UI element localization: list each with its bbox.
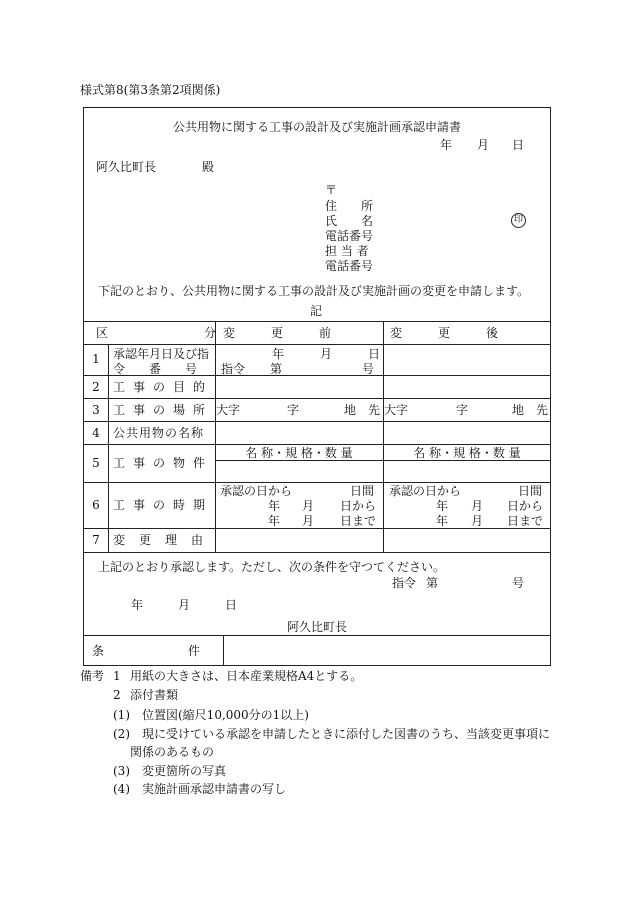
before-from-month: 月	[302, 499, 315, 513]
after-from-day: 日から	[507, 499, 544, 513]
date-month: 月	[477, 138, 490, 152]
row-number: 1	[92, 352, 100, 366]
after-to-month: 月	[471, 514, 484, 528]
rule	[84, 444, 550, 445]
after-aza2: 字	[456, 403, 469, 417]
approval-shirei: 指令	[392, 576, 417, 590]
approval-day: 日	[225, 598, 238, 612]
before-from-approval: 承認の日から	[220, 484, 293, 498]
postal-mark: 〒	[325, 183, 338, 197]
approval-go: 号	[512, 576, 525, 590]
after-to-year: 年	[436, 514, 449, 528]
note-text: 添付書類	[130, 688, 179, 702]
subnote-text: 変更箇所の写真	[142, 764, 227, 778]
approval-dai: 第	[426, 576, 439, 590]
rule	[84, 528, 550, 529]
notes-label: 備考	[80, 669, 105, 683]
form-label: 様式第8(第3条第2項関係)	[80, 83, 221, 97]
table-top-rule	[84, 321, 550, 322]
before-chisaki: 地 先	[344, 403, 381, 417]
subnote-text: 位置図(縮尺10,000分の1以上)	[142, 708, 309, 722]
before-shirei: 指令	[221, 362, 246, 376]
row-number: 5	[92, 456, 100, 470]
after-to-day: 日まで	[507, 514, 544, 528]
row-number: 6	[92, 498, 100, 512]
row-number: 7	[92, 533, 100, 547]
row-number: 2	[92, 380, 100, 394]
before-from-day: 日から	[340, 499, 377, 513]
after-chisaki: 地 先	[512, 403, 549, 417]
row-label: 承認年月日及び指	[113, 347, 210, 361]
before-aza: 大字	[216, 403, 241, 417]
header-after: 変 更 後	[390, 326, 499, 340]
ki-mark: 記	[310, 304, 323, 318]
subnote-text: 実施計画承認申請書の写し	[142, 782, 287, 796]
applicant-address-label: 住 所	[325, 199, 374, 213]
subnote-number: (4)	[113, 782, 130, 796]
before-from-year: 年	[268, 499, 281, 513]
form-box	[83, 107, 551, 666]
rule	[84, 482, 550, 483]
approval-year: 年	[131, 598, 144, 612]
before-to-month: 月	[302, 514, 315, 528]
date-day: 日	[512, 138, 525, 152]
conditions-rule	[84, 635, 550, 636]
row-number: 3	[92, 403, 100, 417]
after-period: 日間	[518, 484, 543, 498]
row-label: 令 番 号	[113, 362, 198, 376]
before-date: 年 月 日	[272, 347, 381, 361]
before-dai: 第	[270, 362, 283, 376]
row-label: 工事の時期	[113, 498, 214, 512]
table-bottom-rule	[84, 552, 550, 553]
rule	[84, 344, 550, 345]
note-number: 2	[113, 688, 121, 702]
subnote-number: (3)	[113, 764, 130, 778]
approval-mayor: 阿久比町長	[287, 620, 348, 634]
subnote-text: 現に受けている承認を申請したときに添付した図書のうち、当該変更事項に	[142, 727, 551, 741]
request-text: 下記のとおり、公共用物に関する工事の設計及び実施計画の変更を申請します。	[98, 284, 530, 298]
note-text: 用紙の大きさは、日本産業規格A4とする。	[130, 669, 363, 683]
rule	[215, 321, 216, 552]
row-label: 工事の物件	[113, 456, 214, 470]
addressee-honorific: 殿	[202, 160, 215, 174]
date-year: 年	[440, 138, 453, 152]
before-item-subheader: 名 称・規 格・数 量	[245, 446, 353, 460]
form-title: 公共用物に関する工事の設計及び実施計画承認申請書	[172, 120, 461, 134]
rule	[84, 421, 550, 422]
after-item-subheader: 名 称・規 格・数 量	[413, 446, 521, 460]
addressee-name: 阿久比町長	[96, 160, 157, 174]
before-go: 号	[362, 362, 375, 376]
subnote-number: (2)	[113, 727, 130, 741]
after-from-year: 年	[436, 499, 449, 513]
subnote-text-continued: 関係のあるもの	[130, 745, 215, 759]
applicant-name-label: 氏 名	[325, 214, 374, 228]
row-label: 工事の場所	[113, 403, 214, 417]
before-aza2: 字	[287, 403, 300, 417]
before-period: 日間	[350, 484, 375, 498]
contact-person-label: 担 当 者	[325, 244, 369, 258]
after-from-approval: 承認の日から	[389, 484, 462, 498]
approval-text: 上記のとおり承認します。ただし、次の条件を守つてください。	[98, 560, 446, 574]
before-to-year: 年	[268, 514, 281, 528]
rule	[223, 635, 224, 666]
approval-month: 月	[178, 598, 191, 612]
row-number: 4	[92, 426, 100, 440]
before-to-day: 日まで	[340, 514, 377, 528]
row-label: 変更理由	[113, 533, 218, 547]
rule	[108, 344, 109, 552]
subnote-number: (1)	[113, 708, 130, 722]
row-label: 公共用物の名称	[113, 426, 205, 440]
after-aza: 大字	[384, 403, 409, 417]
rule	[383, 321, 384, 552]
conditions-label: 条 件	[92, 644, 201, 658]
contact-phone-label: 電話番号	[325, 259, 374, 273]
note-number: 1	[113, 669, 121, 683]
header-category: 区 分	[96, 326, 217, 340]
applicant-phone-label: 電話番号	[325, 229, 374, 243]
header-before: 変 更 前	[223, 326, 332, 340]
rule	[84, 398, 550, 399]
row-label: 工事の目的	[113, 380, 214, 394]
seal-mark: 印	[511, 213, 526, 228]
after-from-month: 月	[471, 499, 484, 513]
